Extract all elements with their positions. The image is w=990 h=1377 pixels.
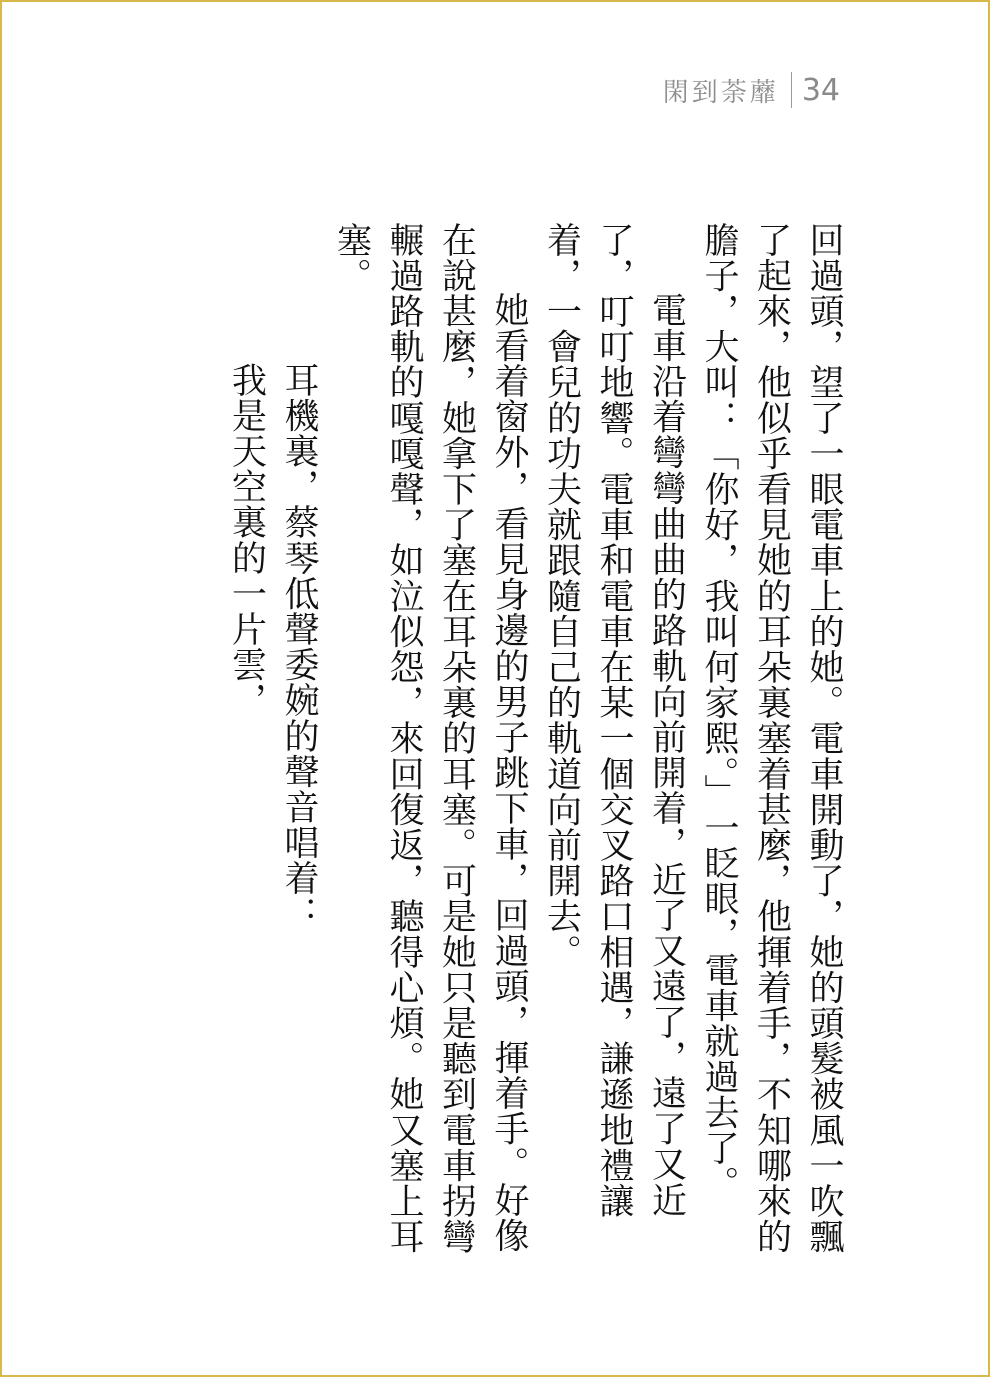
book-title: 閑到荼蘼: [662, 77, 779, 108]
running-header: [663, 70, 840, 110]
paragraph-4: 耳機裏，蔡琴低聲委婉的聲音唱着：: [279, 362, 319, 932]
lyric-line-1: 我是天空裏的一片雲，: [226, 362, 267, 718]
header-divider: [791, 72, 792, 108]
paragraph-1: 回過頭，望了一眼電車上的她。電車開動了，她的頭髮被風一吹飄了起來，他似乎看見她的耳朵裏塞着甚麼，他揮着手，不知哪來的膽子，大叫：「你好，我叫何家熙。」一眨眼，電車就過去了。: [699, 222, 844, 1255]
paragraph-2: 電車沿着彎彎曲曲的路軌向前開着，近了又遠了，遠了又近了，叮叮地響。電車和電車在某一個交叉路口相遇，謙遜地禮讓着，一會兒的功夫就跟隨自己的軌道向前開去。: [541, 222, 687, 1219]
page-number: 34: [801, 72, 840, 108]
vertical-body-text: [220, 222, 850, 1262]
paragraph-3: 她看着窗外，看見身邊的男子跳下車，回過頭，揮着手。好像在說甚麼，她拿下了塞在耳朵裏的耳塞。可是她只是聽到電車拐彎輾過路軌的嘎嘎聲，如泣似怨，來回復返，聽得心煩。她又塞上耳塞。: [331, 222, 529, 1255]
